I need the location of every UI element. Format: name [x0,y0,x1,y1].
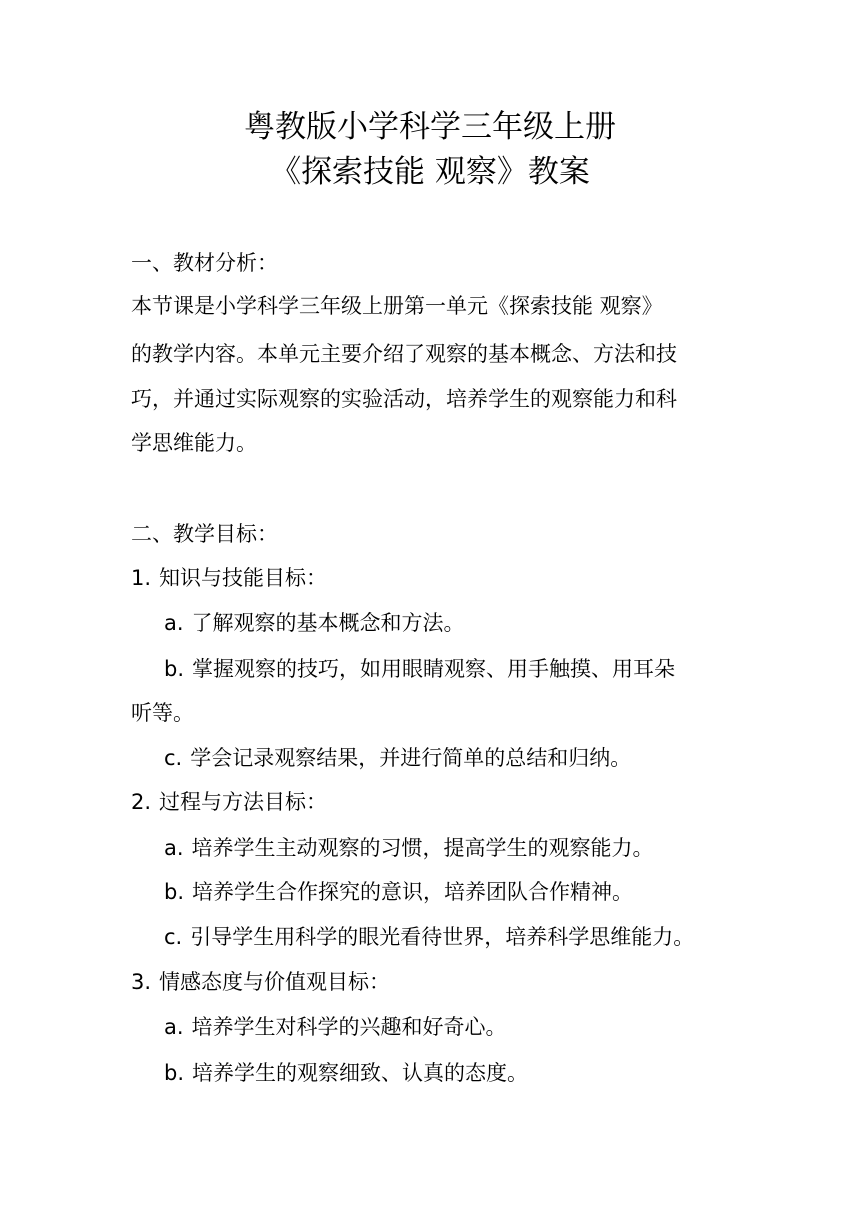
item-text: 培养学生主动观察的习惯，提高学生的观察能力。 [191,836,654,860]
goal-1-item-c [164,743,631,773]
goal-3-item-a [164,1012,507,1042]
section-1-heading: 一、教材分析： [131,251,278,275]
goal-3-item-b [164,1058,528,1088]
section-1-paragraph-line-1: 本节课是小学科学三年级上册第一单元《探索技能 观察》 [131,294,663,318]
item-text: 培养学生对科学的兴趣和好奇心。 [191,1015,507,1039]
item-letter: b. [164,657,185,681]
section-2-heading: 二、教学目标： [131,522,278,546]
item-text: 学会记录观察结果，并进行简单的总结和归纳。 [190,746,632,770]
item-letter: a. [164,611,184,635]
item-letter: c. [164,925,183,949]
goal-2-item-a [164,833,654,863]
goal-2-heading [131,787,327,817]
item-text: 了解观察的基本概念和方法。 [191,611,465,635]
item-letter: b. [164,880,185,904]
document-title-line-1: 粤教版小学科学三年级上册 [244,109,616,145]
goal-title: 知识与技能目标： [159,566,328,590]
goal-1-item-b-continuation: 听等。 [131,701,194,725]
goal-title: 过程与方法目标： [159,790,328,814]
goal-title: 情感态度与价值观目标： [159,970,391,994]
goal-3-heading [131,967,390,997]
goal-number: 1. [131,566,152,590]
section-1-paragraph-line-4: 学思维能力。 [131,431,257,455]
item-letter: a. [164,1015,184,1039]
item-text: 掌握观察的技巧，如用眼睛观察、用手触摸、用耳朵 [192,657,676,681]
goal-number: 2. [131,790,152,814]
goal-1-heading [131,563,327,593]
goal-1-item-b [164,654,675,684]
document-title-line-2: 《探索技能 观察》教案 [270,154,590,190]
goal-2-item-b [164,877,633,907]
section-1-paragraph-line-2: 的教学内容。本单元主要介绍了观察的基本概念、方法和技 [131,342,677,366]
section-1-paragraph-line-3: 巧，并通过实际观察的实验活动，培养学生的观察能力和科 [131,387,677,411]
item-letter: a. [164,836,184,860]
goal-1-item-a [164,608,465,638]
item-letter: c. [164,746,183,770]
goal-number: 3. [131,970,152,994]
item-letter: b. [164,1061,185,1085]
item-text: 培养学生的观察细致、认真的态度。 [192,1061,529,1085]
item-text: 培养学生合作探究的意识，培养团队合作精神。 [192,880,634,904]
goal-2-item-c [164,922,694,952]
item-text: 引导学生用科学的眼光看待世界，培养科学思维能力。 [190,925,695,949]
